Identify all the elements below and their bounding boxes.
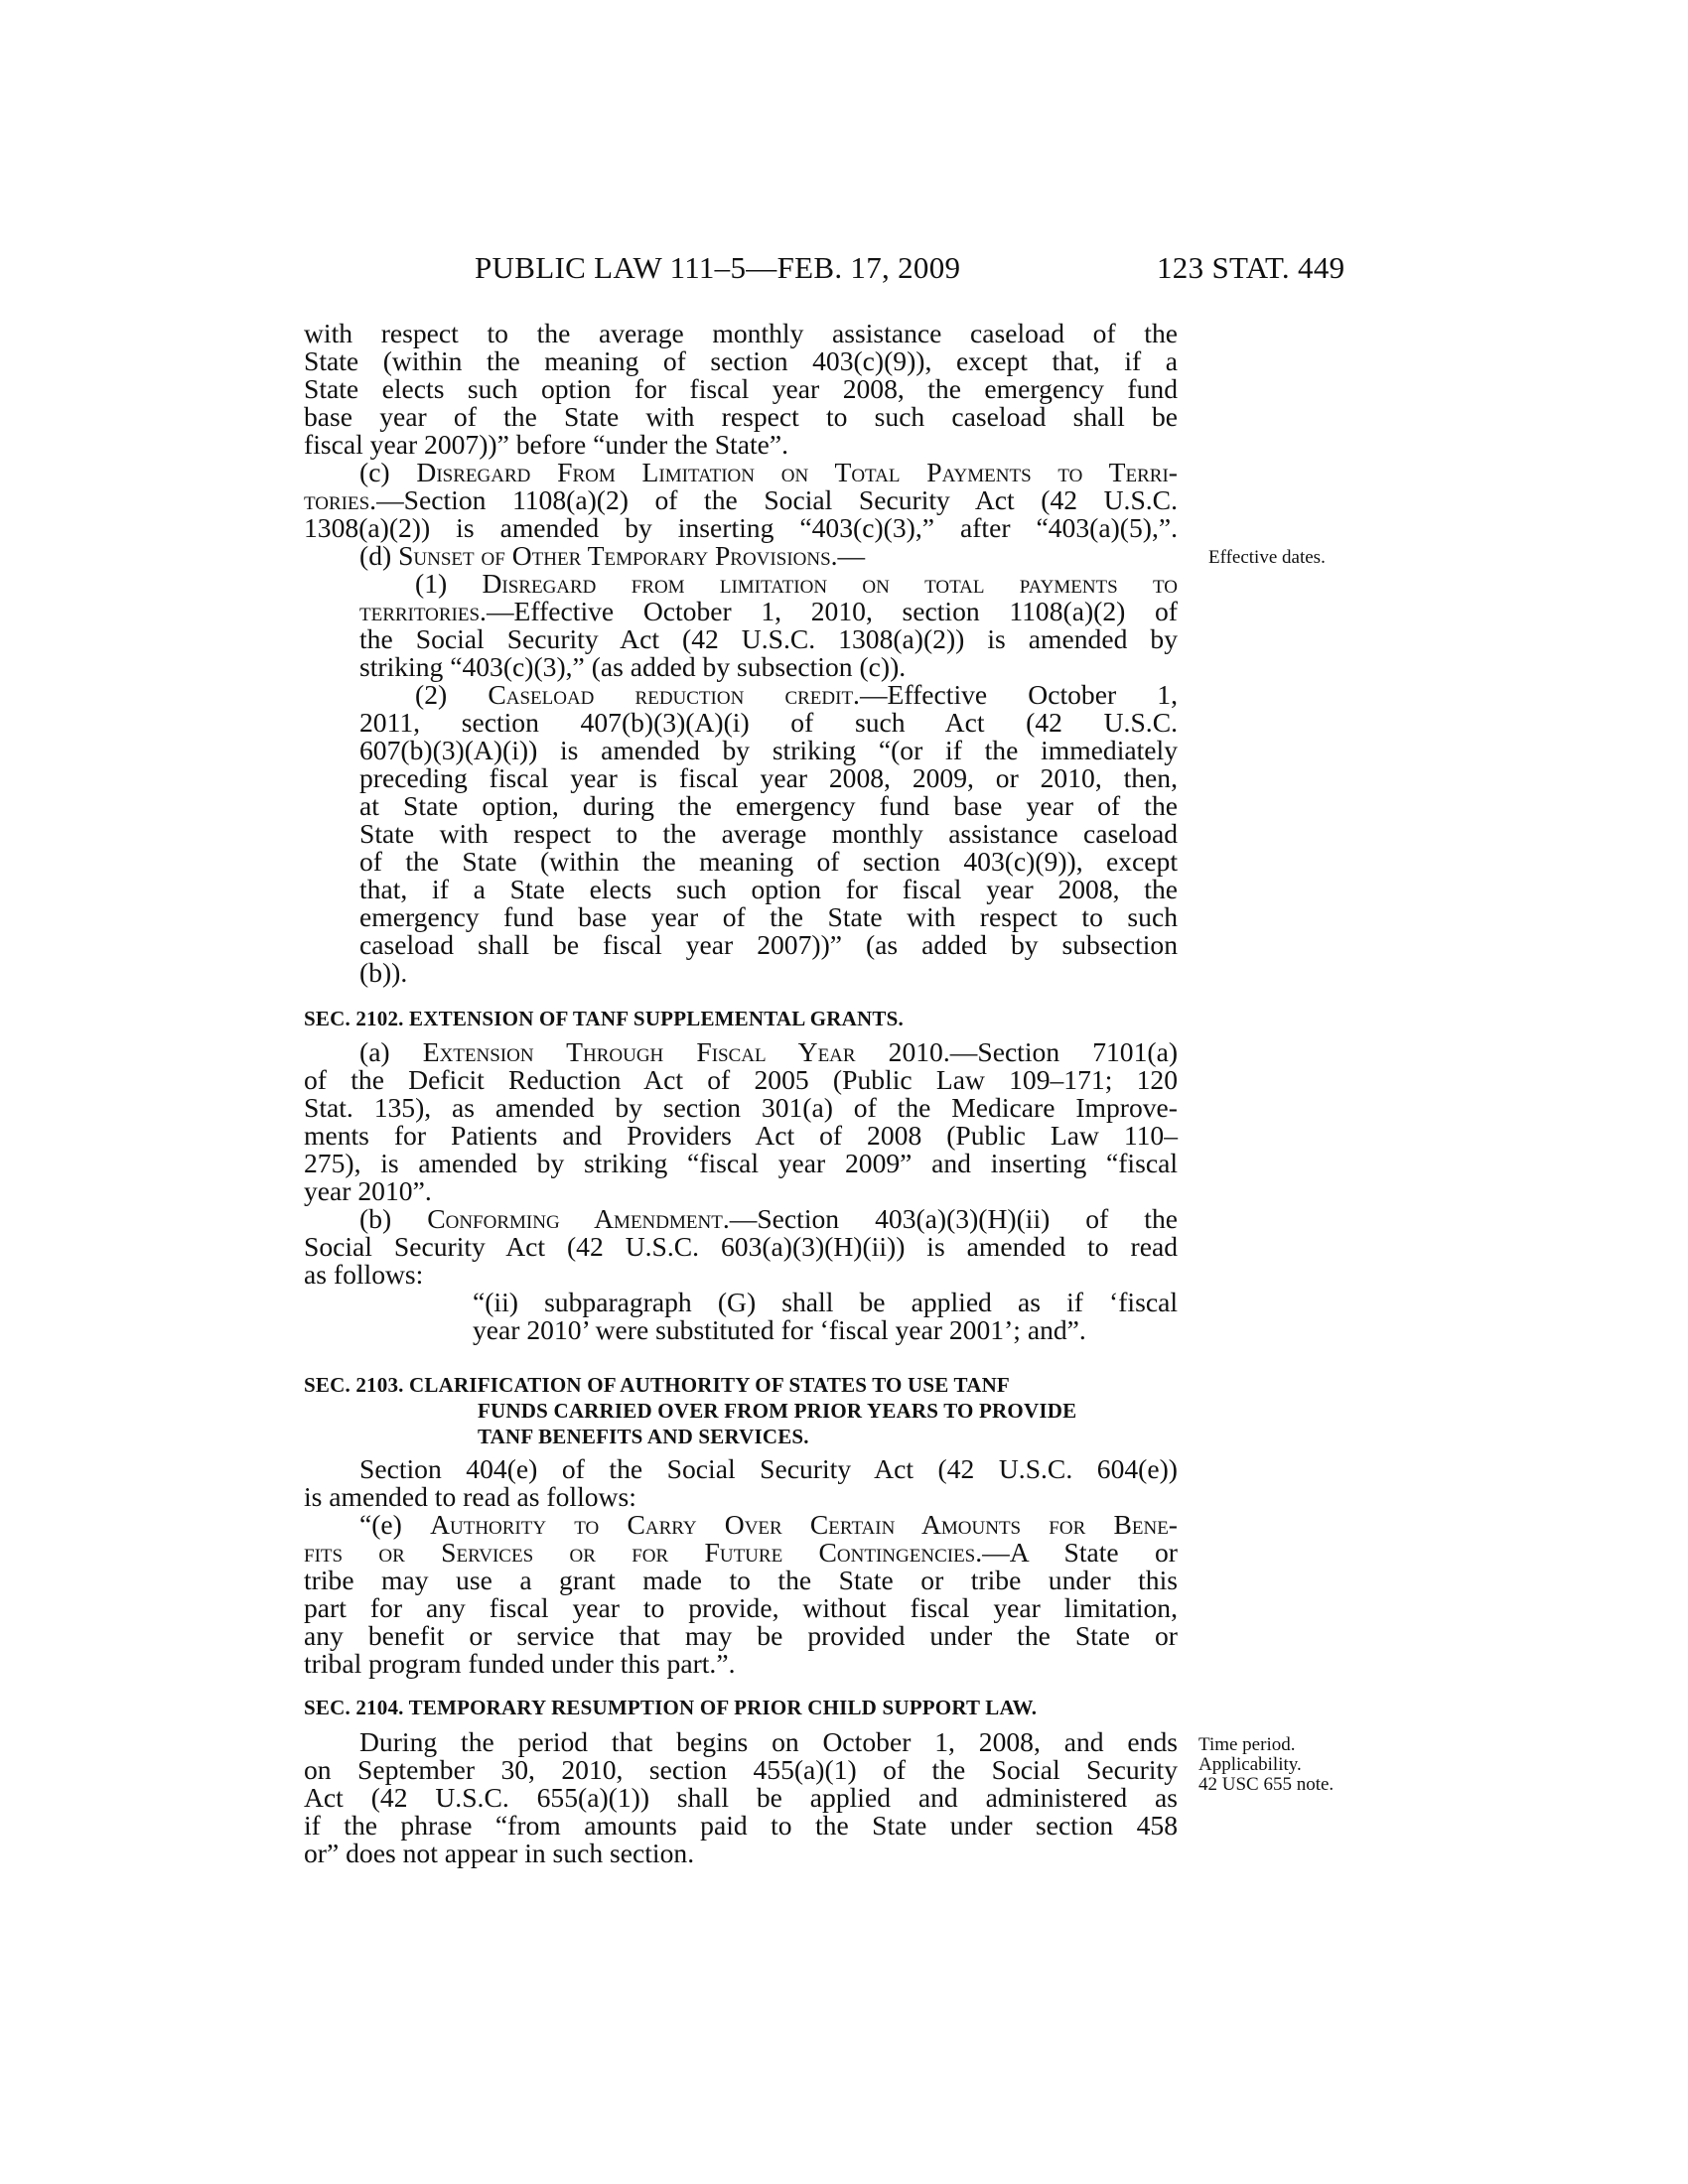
section-heading-text: FUNDS CARRIED OVER FROM PRIOR YEARS TO PROVIDE (478, 1399, 1077, 1423)
text-line: striking “403(c)(3),” (as added by subsection (c)). (359, 651, 907, 682)
subsection-text: —Section 403(a)(3)(H)(ii) of the (729, 1203, 1178, 1234)
text-line: is amended to read as follows: (304, 1481, 636, 1512)
subsection-heading: Disregard From Limitation on Total Payments to Terri- (416, 457, 1178, 487)
text-line: at State option, during the emergency fund base year of the (359, 790, 1178, 821)
text-line: base year of the State with respect to such caseload shall be (304, 401, 1178, 432)
margin-note-time-period: Time period. (1198, 1734, 1296, 1755)
text-line: 275), is amended by striking “fiscal year 2009” and inserting “fiscal (304, 1148, 1178, 1178)
text-line: year 2010’ were substituted for ‘fiscal year 2001’; and”. (473, 1314, 1086, 1345)
section-heading-text: SEC. 2104. TEMPORARY RESUMPTION OF PRIOR CHILD SUPPORT LAW. (304, 1696, 1038, 1719)
section-2102-heading (304, 1006, 1178, 1031)
margin-note-applicability: Applicability. (1198, 1754, 1302, 1775)
text-line: on September 30, 2010, section 455(a)(1) of the Social Security (304, 1754, 1178, 1785)
subsection-d (304, 542, 1178, 570)
text-line: if the phrase “from amounts paid to the State under section 458 (304, 1810, 1178, 1841)
text-line (359, 570, 1178, 598)
subsection-label: (a) (359, 1036, 423, 1067)
text-line: emergency fund base year of the State with respect to such (359, 901, 1178, 932)
subsection-heading: Authority to Carry Over Certain Amounts for Bene- (430, 1509, 1178, 1540)
text-line: part for any fiscal year to provide, without fiscal year limitation, (304, 1592, 1178, 1623)
running-header-page: 123 STAT. 449 (1157, 250, 1345, 285)
text-line: or” does not appear in such section. (304, 1838, 695, 1868)
text-line (359, 681, 1178, 709)
text-line: 607(b)(3)(A)(i)) is amended by striking “(or if the immediately (359, 735, 1178, 765)
text-line: State elects such option for fiscal year 2008, the emergency fund (304, 373, 1178, 404)
dash: — (837, 540, 866, 571)
subsection-heading: Conforming Amendment. (427, 1203, 730, 1234)
paragraph-2 (359, 681, 1178, 987)
subsection-text: —A State or (982, 1537, 1178, 1568)
subsection-label: (d) (359, 540, 399, 571)
text-line: “(ii) subparagraph (G) shall be applied as if ‘fiscal (473, 1287, 1178, 1317)
text-line (304, 1205, 1178, 1233)
text-line: State with respect to the average monthly assistance caseload (359, 818, 1178, 849)
section-2103-subsection-e (304, 1511, 1178, 1678)
text-line (304, 459, 1178, 486)
text-line: as follows: (304, 1259, 424, 1290)
section-2104-heading (304, 1695, 1178, 1720)
text-line: any benefit or service that may be provided under the State or (304, 1620, 1178, 1651)
text-line: year 2010”. (304, 1175, 432, 1206)
text-line: tribe may use a grant made to the State or tribe under this (304, 1565, 1178, 1595)
text-line (304, 486, 1178, 514)
paragraph-text: —Effective October 1, 2010, section 1108(a)(2) of (486, 596, 1178, 626)
text-line: (b)). (359, 957, 408, 988)
paragraph-heading: Caseload reduction credit. (488, 679, 860, 710)
section-heading-text: SEC. 2103. CLARIFICATION OF AUTHORITY OF STATES TO USE TANF (304, 1373, 1010, 1397)
text-line (304, 1511, 1178, 1539)
text-line: State (within the meaning of section 403(c)(9)), except that, if a (304, 345, 1178, 376)
section-2104-body (304, 1728, 1178, 1867)
margin-note-effective-dates: Effective dates. (1208, 547, 1326, 568)
text-line: of the State (within the meaning of section 403(c)(9)), except (359, 846, 1178, 877)
paragraph-label: (2) (415, 679, 489, 710)
subsection-heading: Sunset of Other Temporary Provisions. (398, 540, 838, 571)
text-line: Act (42 U.S.C. 655(a)(1)) shall be applied and administered as (304, 1782, 1178, 1813)
section-heading-text: TANF BENEFITS AND SERVICES. (478, 1425, 809, 1448)
text-line: ments for Patients and Providers Act of 2008 (Public Law 110– (304, 1120, 1178, 1151)
text-line (304, 1539, 1178, 1567)
text-line: the Social Security Act (42 U.S.C. 1308(a)(2)) is amended by (359, 623, 1178, 654)
text-line: 2011, section 407(b)(3)(A)(i) of such Act (42 U.S.C. (359, 707, 1178, 738)
subsection-heading-cont: tories. (304, 484, 377, 515)
margin-note-usc: 42 USC 655 note. (1198, 1774, 1335, 1795)
text-line: fiscal year 2007))” before “under the State”. (304, 429, 789, 460)
paragraph-text: —Effective October 1, (859, 679, 1178, 710)
paragraph-1 (359, 570, 1178, 681)
subsection-label: (c) (359, 457, 417, 487)
text-line: Social Security Act (42 U.S.C. 603(a)(3)(H)(ii)) is amended to read (304, 1231, 1178, 1262)
subsection-label: “(e) (359, 1509, 431, 1540)
subsection-c (304, 459, 1178, 542)
section-2102-subsection-a (304, 1038, 1178, 1205)
section-2103-intro (304, 1455, 1178, 1511)
text-line: 1308(a)(2)) is amended by inserting “403(c)(3),” after “403(a)(5),”. (304, 512, 1178, 543)
subsection-label: (b) (359, 1203, 428, 1234)
subsection-heading-cont: fits or Services or for Future Contingencies. (304, 1537, 983, 1568)
subsection-text: —Section 7101(a) (949, 1036, 1179, 1067)
paragraph-heading-cont: territories. (359, 596, 487, 626)
text-line (359, 598, 1178, 625)
quoted-amendment (473, 1289, 1178, 1344)
text-line (304, 1038, 1178, 1066)
text-line: with respect to the average monthly assistance caseload of the (304, 318, 1178, 348)
text-line: tribal program funded under this part.”. (304, 1648, 736, 1679)
text-line: of the Deficit Reduction Act of 2005 (Public Law 109–171; 120 (304, 1064, 1178, 1095)
text-line: preceding fiscal year is fiscal year 2008, 2009, or 2010, then, (359, 762, 1178, 793)
text-line: Section 404(e) of the Social Security Act (42 U.S.C. 604(e)) (359, 1453, 1178, 1484)
paragraph-heading: Disregard from limitation on total payments to (482, 568, 1178, 599)
section-2103-heading (304, 1372, 1178, 1449)
text-line: that, if a State elects such option for fiscal year 2008, the (359, 874, 1178, 904)
running-header-title: PUBLIC LAW 111–5—FEB. 17, 2009 (475, 250, 961, 285)
text-line: Stat. 135), as amended by section 301(a) of the Medicare Improve- (304, 1092, 1178, 1123)
section-2102-subsection-b (304, 1205, 1178, 1289)
continuation-paragraph (304, 320, 1178, 459)
paragraph-label: (1) (415, 568, 483, 599)
subsection-text: —Section 1108(a)(2) of the Social Security Act (42 U.S.C. (376, 484, 1178, 515)
section-heading-text: SEC. 2102. EXTENSION OF TANF SUPPLEMENTAL GRANTS. (304, 1007, 904, 1030)
text-line: During the period that begins on October 1, 2008, and ends (359, 1726, 1178, 1757)
subsection-heading: Extension Through Fiscal Year 2010. (422, 1036, 950, 1067)
text-line: caseload shall be fiscal year 2007))” (as added by subsection (359, 929, 1178, 960)
text-line (304, 542, 1178, 570)
